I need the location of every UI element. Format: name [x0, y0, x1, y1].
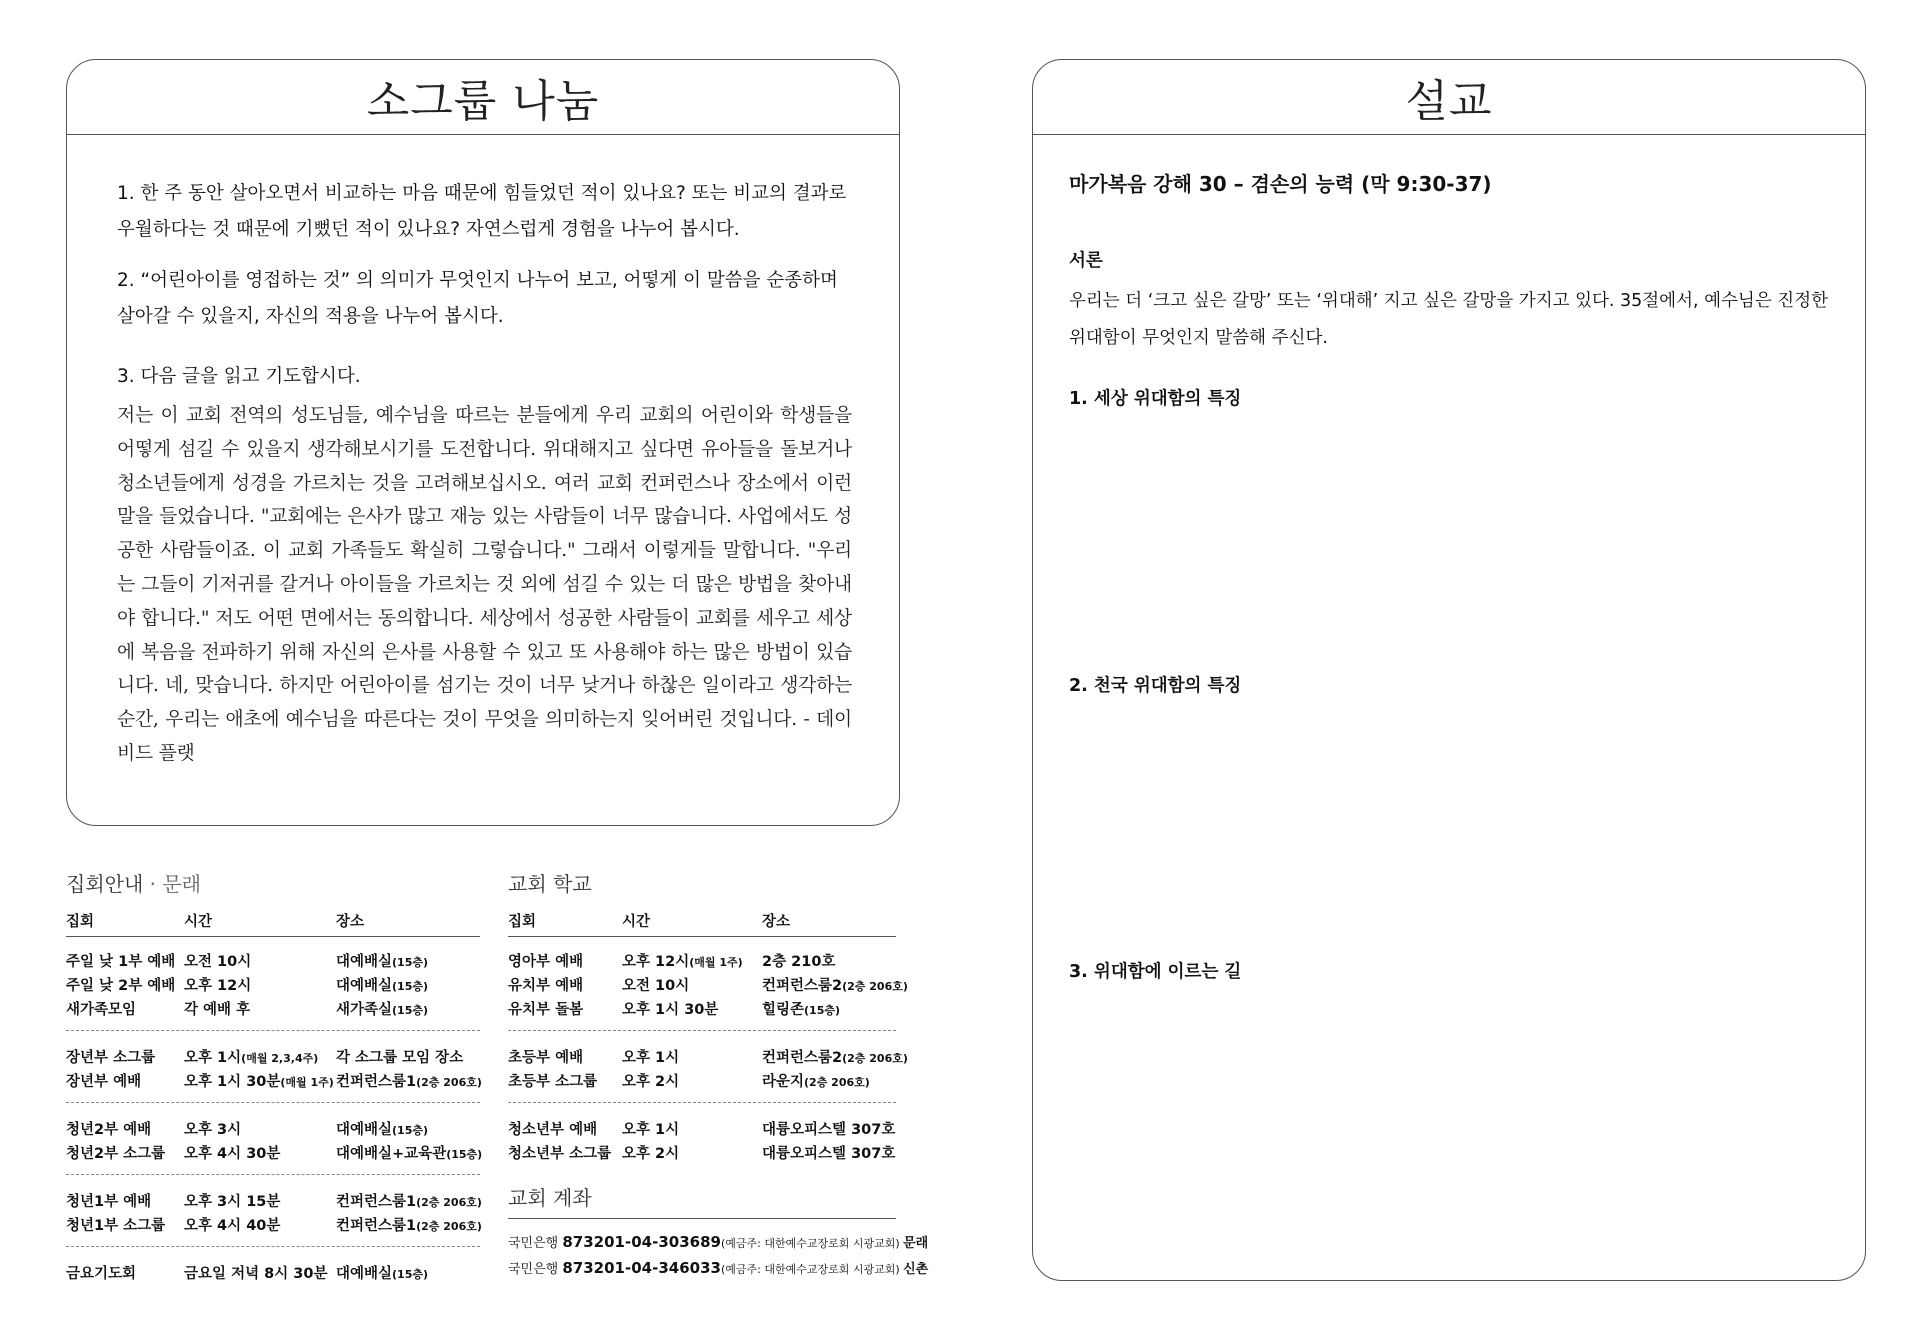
sermon-panel-title: 설교 [1033, 60, 1865, 135]
question-1: 1. 한 주 동안 살아오면서 비교하는 마음 때문에 힘들었던 적이 있나요? 또는 비교의 결과로 우월하다는 것 때문에 기뻤던 적이 있나요? 자연스럽게 경험을 나누어 봅시다. [117, 183, 847, 240]
event-time: 오후 4시 30분 [184, 1146, 281, 1162]
event-time: 오후 1시 [622, 1122, 680, 1138]
event-name: 청년2부 소그룹 [66, 1146, 166, 1162]
sermon-intro-label: 서론 [1069, 251, 1103, 271]
place-note: (2층 206호) [416, 1076, 482, 1089]
account-holder: (예금주: 대한예수교장로회 시광교회) [720, 1237, 904, 1250]
group-divider [508, 1030, 896, 1031]
accounts-divider [508, 1218, 896, 1219]
event-place: 컨퍼런스룸1(2층 206호) [336, 1074, 482, 1090]
event-name: 유치부 돌봄 [508, 1002, 584, 1018]
event-name: 장년부 소그룹 [66, 1050, 156, 1066]
place-note: (15층) [392, 980, 429, 993]
group-divider [66, 1030, 480, 1031]
event-name: 장년부 예배 [66, 1074, 142, 1090]
sermon-heading: 마가복음 강해 30 – 겸손의 능력 (막 9:30-37) [1069, 172, 1492, 196]
event-place: 컨퍼런스룸1(2층 206호) [336, 1194, 482, 1210]
event-place: 대예배실(15층) [336, 954, 429, 970]
place-note: (2층 206호) [416, 1220, 482, 1233]
event-name: 주일 낮 1부 예배 [66, 954, 176, 970]
event-time: 오후 1시 30분 [622, 1002, 719, 1018]
event-name: 청소년부 소그룹 [508, 1146, 612, 1162]
event-place: 각 소그룹 모임 장소 [336, 1050, 464, 1066]
school-header-1: 시간 [622, 914, 651, 930]
place-note: (15층) [446, 1148, 483, 1161]
group-divider [66, 1174, 480, 1175]
account-line [508, 1258, 928, 1277]
account-line [508, 1232, 928, 1251]
event-time: 오후 2시 [622, 1146, 680, 1162]
event-name: 청년1부 소그룹 [66, 1218, 166, 1234]
place-note: (15층) [392, 1004, 429, 1017]
account-holder: (예금주: 대한예수교장로회 시광교회) [720, 1263, 904, 1276]
event-name: 유치부 예배 [508, 978, 584, 994]
accounts-title: 교회 계좌 [508, 1186, 592, 1210]
time-note: (매월 2,3,4주) [241, 1052, 319, 1065]
event-name: 청소년부 예배 [508, 1122, 598, 1138]
school-header-2: 장소 [762, 914, 791, 930]
event-time: 오전 10시 [622, 978, 690, 994]
event-place: 컨퍼런스룸1(2층 206호) [336, 1218, 482, 1234]
schedule-subtitle: · 문래 [149, 872, 201, 896]
event-time: 오후 1시(매월 2,3,4주) [184, 1050, 319, 1066]
account-number: 873201-04-303689 [562, 1233, 721, 1251]
school-header-0: 집회 [508, 914, 537, 930]
event-place: 대륭오피스텔 307호 [762, 1122, 896, 1138]
event-place: 라운지(2층 206호) [762, 1074, 870, 1090]
school-header-line [508, 936, 896, 937]
schedule-header-line [66, 936, 480, 937]
schedule-header-0: 집회 [66, 914, 95, 930]
place-note: (2층 206호) [416, 1196, 482, 1209]
sermon-section-1: 1. 세상 위대함의 특징 [1069, 389, 1242, 409]
account-branch: 신촌 [903, 1262, 929, 1277]
event-time: 오후 4시 40분 [184, 1218, 281, 1234]
event-time: 오후 3시 [184, 1122, 242, 1138]
event-time: 각 예배 후 [184, 1002, 251, 1018]
group-divider [66, 1102, 480, 1103]
event-name: 주일 낮 2부 예배 [66, 978, 176, 994]
event-time: 오후 1시 [622, 1050, 680, 1066]
place-note: (2층 206호) [842, 1052, 908, 1065]
quote-text: 저는 이 교회 전역의 성도님들, 예수님을 따르는 분들에게 우리 교회의 어린이와 학생들을 어떻게 섬길 수 있을지 생각해보시기를 도전합니다. 위대해지고 싶다면 유아들을 돌보거나 청소년들에게 성경을 가르치는 것을 고려해보십시오. 여러 교회 컨퍼런스나 장소에서 이런 말을 들었습니다. "교회에는 은사가 많고 재능 있는 사람들이 너무 많습니다. 사업에서도 성공한 사람들이죠. 이 교회 가족들도 확실히 그렇습니다." 그래서 이렇게들 말합니다. "우리는 그들이 기저귀를 갈거나 아이들을 가르치는 것 외에 섬길 수 있는 더 많은 방법을 찾아내야 합니다." 저도 어떤 면에서는 동의합니다. 세상에서 성공한 사람들이 교회를 세우고 세상에 복음을 전파하기 위해 자신의 은사를 사용할 수 있고 또 사용해야 하는 많은 방법이 있습니다. 네, 맞습니다. 하지만 어린아이를 섬기는 것이 너무 낮거나 하찮은 일이라고 생각하는 순간, 우리는 애초에 예수님을 따른다는 것이 무엇을 의미하는지 잊어버린 것입니다. - 데이비드 플랫 [117, 405, 852, 764]
sermon-section-2: 2. 천국 위대함의 특징 [1069, 676, 1242, 696]
event-name: 청년2부 예배 [66, 1122, 152, 1138]
event-place: 새가족실(15층) [336, 1002, 429, 1018]
place-note: (15층) [804, 1004, 841, 1017]
group-divider [508, 1102, 896, 1103]
event-place: 힐링존(15층) [762, 1002, 841, 1018]
sharing-panel [66, 59, 900, 826]
event-place: 대예배실+교육관(15층) [336, 1146, 483, 1162]
bank-name: 국민은행 [508, 1262, 563, 1277]
event-place: 대예배실(15층) [336, 978, 429, 994]
time-note: (매월 1주) [689, 956, 743, 969]
place-note: (15층) [392, 1268, 429, 1281]
place-note: (15층) [392, 1124, 429, 1137]
schedule-heading [66, 868, 201, 897]
question-3: 3. 다음 글을 읽고 기도합시다. [117, 366, 361, 387]
event-time: 오후 12시 [184, 978, 252, 994]
sermon-section-3: 3. 위대함에 이르는 길 [1069, 962, 1242, 982]
place-note: (2층 206호) [842, 980, 908, 993]
event-place: 2층 210호 [762, 954, 836, 970]
event-place: 컨퍼런스룸2(2층 206호) [762, 978, 908, 994]
schedule-title: 집회안내 [66, 872, 144, 896]
school-title: 교회 학교 [508, 872, 592, 896]
event-place: 대예배실(15층) [336, 1122, 429, 1138]
event-name: 영아부 예배 [508, 954, 584, 970]
sermon-panel [1032, 59, 1866, 1281]
event-place: 대예배실(15층) [336, 1266, 429, 1282]
schedule-header-1: 시간 [184, 914, 213, 930]
event-time: 오후 1시 30분(매월 1주) [184, 1074, 334, 1090]
event-time: 오후 2시 [622, 1074, 680, 1090]
account-branch: 문래 [903, 1236, 929, 1251]
event-time: 금요일 저녁 8시 30분 [184, 1266, 328, 1282]
event-name: 새가족모임 [66, 1002, 137, 1018]
event-place: 대륭오피스텔 307호 [762, 1146, 896, 1162]
question-2: 2. “어린아이를 영접하는 것” 의 의미가 무엇인지 나누어 보고, 어떻게 이 말씀을 순종하며 살아갈 수 있을지, 자신의 적용을 나누어 봅시다. [117, 270, 838, 327]
group-divider [66, 1246, 480, 1247]
place-note: (15층) [392, 956, 429, 969]
event-place: 컨퍼런스룸2(2층 206호) [762, 1050, 908, 1066]
bank-name: 국민은행 [508, 1236, 563, 1251]
schedule-header-2: 장소 [336, 914, 365, 930]
place-note: (2층 206호) [804, 1076, 870, 1089]
event-time: 오후 3시 15분 [184, 1194, 281, 1210]
event-name: 금요기도회 [66, 1266, 137, 1282]
sharing-title: 소그룹 나눔 [67, 60, 899, 135]
event-name: 초등부 소그룹 [508, 1074, 598, 1090]
time-note: (매월 1주) [280, 1076, 334, 1089]
event-name: 청년1부 예배 [66, 1194, 152, 1210]
event-time: 오전 10시 [184, 954, 252, 970]
event-name: 초등부 예배 [508, 1050, 584, 1066]
schedule-table [66, 910, 483, 1290]
school-table [508, 910, 908, 1162]
event-time: 오후 12시(매월 1주) [622, 954, 743, 970]
sermon-intro: 우리는 더 ‘크고 싶은 갈망’ 또는 ‘위대해’ 지고 싶은 갈망을 가지고 있다. 35절에서, 예수님은 진정한 위대함이 무엇인지 말씀해 주신다. [1069, 291, 1829, 348]
account-number: 873201-04-346033 [562, 1259, 721, 1277]
